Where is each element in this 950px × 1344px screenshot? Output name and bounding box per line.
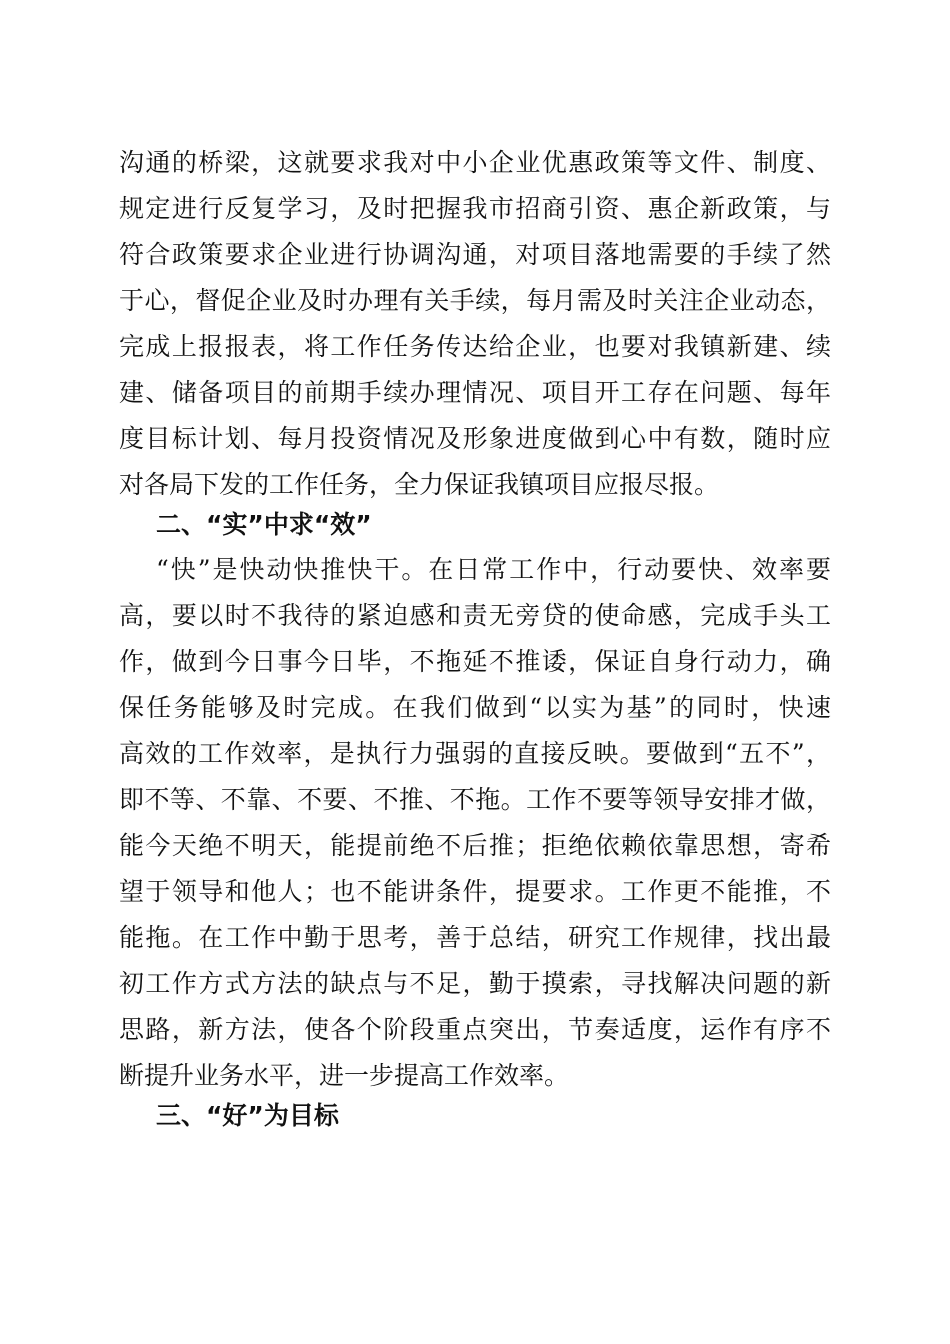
paragraph-line: 于心，督促企业及时办理有关手续，每月需及时关注企业动态，: [119, 286, 831, 315]
paragraph-line: 能拖。在工作中勤于思考，善于总结，研究工作规律，找出最: [119, 923, 831, 952]
paragraph-line: 完成上报报表，将工作任务传达给企业，也要对我镇新建、续: [119, 332, 831, 361]
paragraph-line: 能今天绝不明天，能提前绝不后推；拒绝依赖依靠思想，寄希: [119, 831, 831, 860]
paragraph-line: 度目标计划、每月投资情况及形象进度做到心中有数，随时应: [119, 424, 831, 453]
paragraph-line: 作，做到今日事今日毕，不拖延不推诿，保证自身行动力，确: [119, 647, 831, 676]
paragraph-line: 思路，新方法，使各个阶段重点突出，节奏适度，运作有序不: [119, 1015, 831, 1044]
paragraph-line: 保任务能够及时完成。在我们做到“以实为基”的同时，快速: [119, 693, 831, 722]
paragraph-line: 初工作方式方法的缺点与不足，勤于摸索，寻找解决问题的新: [119, 969, 831, 998]
paragraph-line: 符合政策要求企业进行协调沟通，对项目落地需要的手续了然: [119, 240, 831, 269]
paragraph-line: 望于领导和他人；也不能讲条件，提要求。工作更不能推，不: [119, 877, 831, 906]
section-heading: 二、“实”中求“效”: [156, 510, 372, 539]
paragraph-line: 沟通的桥梁，这就要求我对中小企业优惠政策等文件、制度、: [119, 148, 831, 177]
paragraph-line: 建、储备项目的前期手续办理情况、项目开工存在问题、每年: [119, 378, 831, 407]
paragraph-line: “快”是快动快推快干。在日常工作中，行动要快、效率要: [156, 555, 831, 584]
paragraph-line: 高，要以时不我待的紧迫感和责无旁贷的使命感，完成手头工: [119, 601, 831, 630]
paragraph-line: 高效的工作效率，是执行力强弱的直接反映。要做到“五不”，: [119, 739, 831, 768]
paragraph-line: 规定进行反复学习，及时把握我市招商引资、惠企新政策，与: [119, 194, 831, 223]
paragraph-line: 对各局下发的工作任务，全力保证我镇项目应报尽报。: [119, 470, 720, 499]
paragraph-line: 断提升业务水平，进一步提高工作效率。: [119, 1061, 570, 1090]
section-heading: 三、“好”为目标: [156, 1101, 339, 1130]
paragraph-line: 即不等、不靠、不要、不推、不拖。工作不要等领导安排才做，: [119, 785, 831, 814]
